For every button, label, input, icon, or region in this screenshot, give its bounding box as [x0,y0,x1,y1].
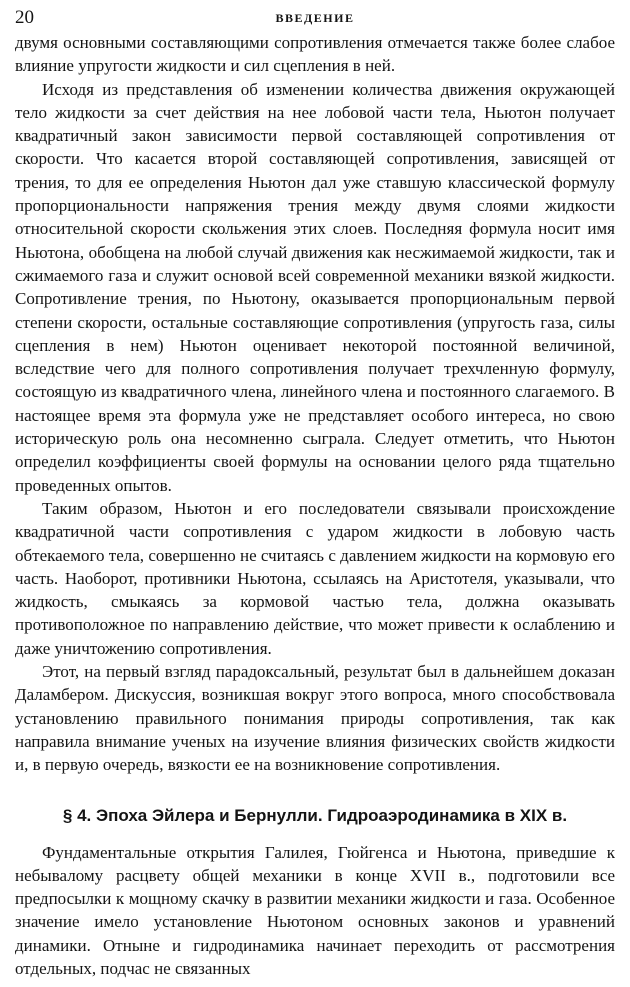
page-header [0,6,630,30]
body-text [15,31,615,980]
section-heading: § 4. Эпоха Эйлера и Бернулли. Гидроаэродинамика в XIX в. [62,805,568,825]
paragraph-newton-drag: Исходя из представления об изменении количества движения окружающей тело жидкости за счет действия на нее лобовой части тела, Ньютон получает квадратичный закон зависимости первой составляющей сопротивления от скорости. Что касается второй составляющей сопротивления, зависящей от трения, то для ее определения Ньютон дал уже ставшую классической формулу пропорциональности напряжения трения между двумя слоями жидкости относительной скорости скольжения этих слоев. Последняя формула носит имя Ньютона, обобщена на любой случай движения как несжимаемой жидкости, так и сжимаемого газа и служит основой всей современной механики вязкой жидкости. Сопротивление трения, по Ньютону, оказывается пропорциональным первой степени скорости, остальные составляющие сопротивления (упругость газа, силы сцепления в нем) Ньютон оценивает некоторой постоянной величиной, вследствие чего для полного сопротивления получает трехчленную формулу, состоящую из квадратичного члена, линейного члена и постоянного слагаемого. В настоящее время эта формула уже не представляет особого интереса, но свою историческую роль она несомненно сыграла. Следует отметить, что Ньютон определил коэффициенты своей формулы на основании целого ряда тщательно проведенных опытов. [15,79,615,495]
page-number: 20 [15,7,34,28]
paragraph-dalembert: Этот, на первый взгляд парадоксальный, результат был в дальнейшем доказан Даламбером. Дискуссия, возникшая вокруг этого вопроса, много способствовала установлению правильного понимания природы сопротивления, так как направила внимание ученых на изучение влияния физических свойств жидкости и, в первую очередь, вязкости ее на возникновение сопротивления. [15,662,615,775]
section-paragraph: Фундаментальные открытия Галилея, Гюйгенса и Ньютона, приведшие к небывалому расцвету общей механики в конце XVII в., подготовили все предпосылки к мощному скачку в развитии механики жидкости и газа. Особенное значение имело установление Ньютоном основных законов и уравнений динамики. Отныне и гидродинамика начинает переходить от рассмотрения отдельных, подчас не связанных [15,842,615,978]
paragraph-newton-followers: Таким образом, Ньютон и его последователи связывали происхождение квадратичной части сопротивления с ударом жидкости в лобовую часть обтекаемого тела, совершенно не считаясь с давлением жидкости на кормовую его часть. Наоборот, противники Ньютона, ссылаясь на Аристотеля, указывали, что жидкость, смыкаясь за кормовой частью тела, должна оказывать противоположное по направлению действие, что может привести к ослаблению и даже уничтожению сопротивления. [15,498,615,658]
running-head: ВВЕДЕНИЕ [275,11,355,25]
paragraph-continued: двумя основными составляющими сопротивления отмечается также более слабое влияние упругости жидкости и сил сцепления в ней. [15,33,615,76]
